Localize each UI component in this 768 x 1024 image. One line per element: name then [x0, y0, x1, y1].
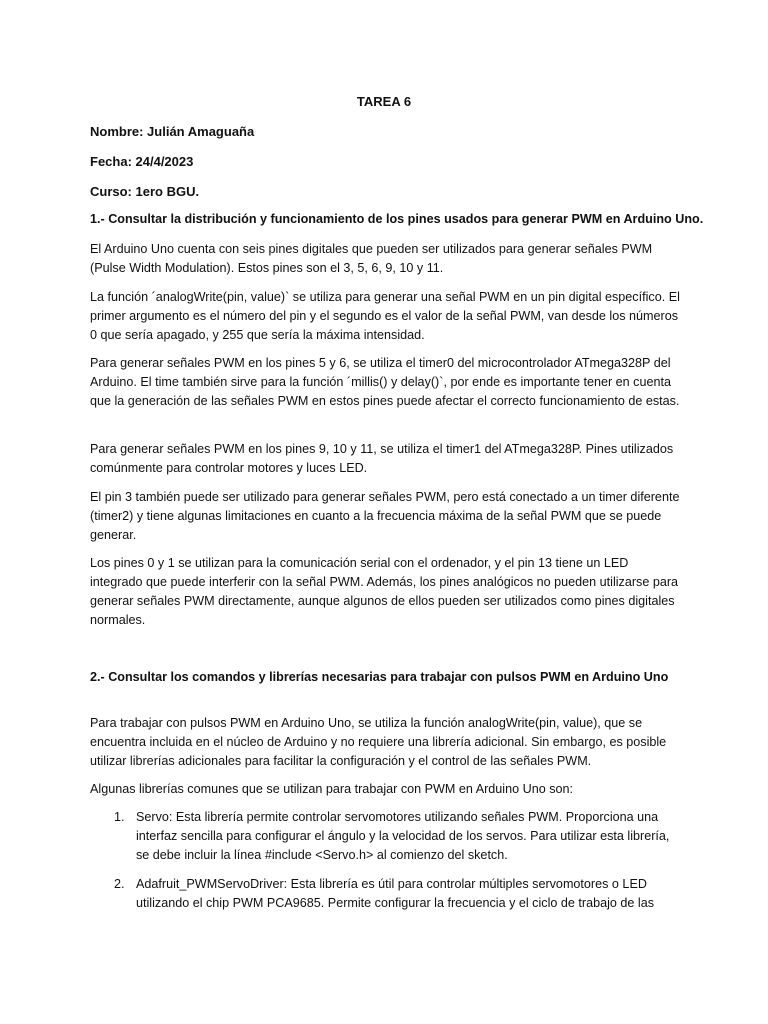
q2-paragraph: Algunas librerías comunes que se utilizan para trabajar con PWM en Arduino Uno son:	[90, 782, 574, 796]
document-title: TAREA 6	[356, 94, 412, 109]
question-2-heading: 2.- Consultar los comandos y librerías necesarias para trabajar con pulsos PWM en Arduino Uno	[90, 670, 669, 684]
list-item	[90, 808, 682, 865]
list-item-text: Adafruit_PWMServoDriver: Esta librería es útil para controlar múltiples servomotores o LED utilizando el chip PWM PCA9685. Permite configurar la frecuencia y el ciclo de trabajo de las	[136, 877, 654, 910]
list-item-number: 1.	[114, 810, 125, 824]
name-line: Nombre: Julián Amaguaña	[90, 124, 255, 139]
q1-paragraph: Los pines 0 y 1 se utilizan para la comunicación serial con el ordenador, y el pin 13 tiene un LED integrado que puede interferir con la señal PWM. Además, los pines analógicos no pueden utilizarse para generar señales PWM directamente, aunque algunos de ellos pueden ser utilizados como pines digitales normales.	[90, 556, 679, 627]
list-item	[90, 875, 682, 913]
list-item-text: Servo: Esta librería permite controlar servomotores utilizando señales PWM. Proporciona una interfaz sencilla para configurar el ángulo y la velocidad de los servos. Para utilizar esta librería, se debe incluir la línea #include <Servo.h> al comienzo del sketch.	[136, 810, 670, 862]
list-item-number: 2.	[114, 877, 125, 891]
question-1-heading: 1.- Consultar la distribución y funcionamiento de los pines usados para generar PWM en Arduino Uno.	[90, 212, 704, 226]
q2-paragraph: Para trabajar con pulsos PWM en Arduino Uno, se utiliza la función analogWrite(pin, value), que se encuentra incluida en el núcleo de Arduino y no requiere una librería adicional. Sin embargo, es posible utilizar librerías adicionales para facilitar la configuración y el control de las señales PWM.	[90, 716, 667, 768]
course-line: Curso: 1ero BGU.	[90, 184, 200, 199]
q1-paragraph: El Arduino Uno cuenta con seis pines digitales que pueden ser utilizados para generar señales PWM (Pulse Width Modulation). Estos pines son el 3, 5, 6, 9, 10 y 11.	[90, 242, 653, 275]
q1-paragraph: Para generar señales PWM en los pines 5 y 6, se utiliza el timer0 del microcontrolador ATmega328P del Arduino. El time también sirve para la función ´millis() y delay()`, por ende es importante tener en cuenta que la generación de las señales PWM en estos pines puede afectar el correcto funcionamiento de estas.	[90, 356, 680, 408]
date-line: Fecha: 24/4/2023	[90, 154, 194, 169]
q1-paragraph: Para generar señales PWM en los pines 9, 10 y 11, se utiliza el timer1 del ATmega328P. Pines utilizados comúnmente para controlar motores y luces LED.	[90, 442, 674, 475]
library-list	[90, 808, 682, 913]
q1-paragraph: La función ´analogWrite(pin, value)` se utiliza para generar una señal PWM en un pin digital específico. El primer argumento es el número del pin y el segundo es el valor de la señal PWM, van desde los números 0 que sería apagado, y 255 que sería la máxima intensidad.	[90, 290, 680, 342]
q1-paragraph: El pin 3 también puede ser utilizado para generar señales PWM, pero está conectado a un timer diferente (timer2) y tiene algunas limitaciones en cuanto a la frecuencia máxima de la señal PWM que se puede generar.	[90, 490, 680, 542]
